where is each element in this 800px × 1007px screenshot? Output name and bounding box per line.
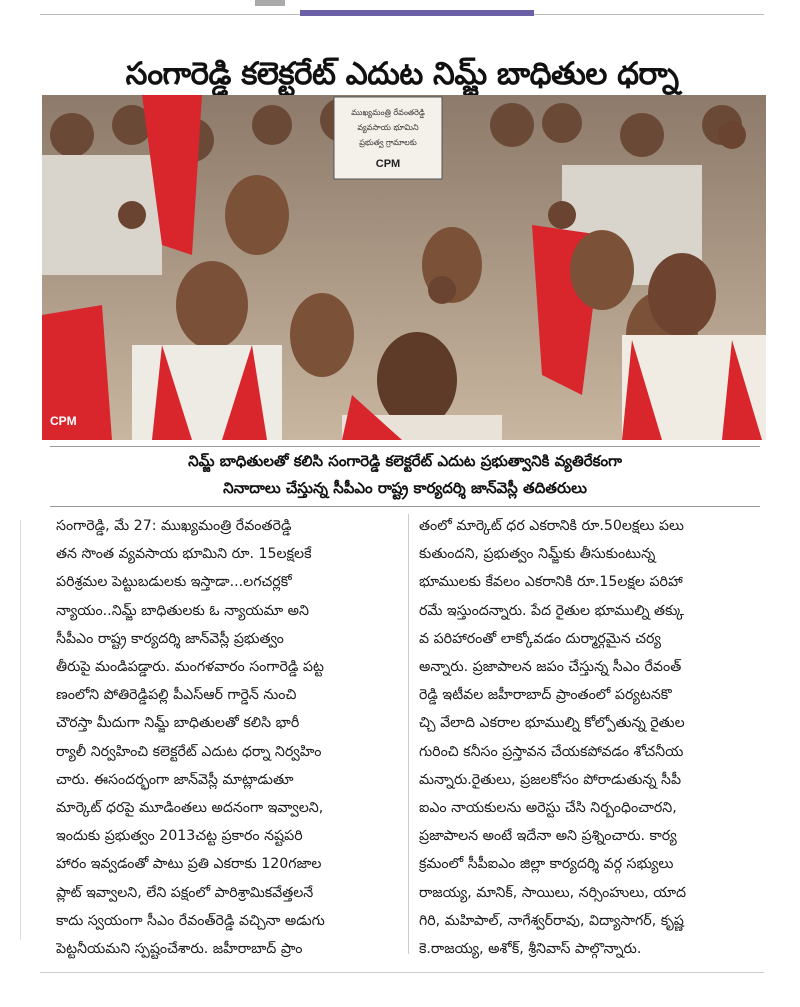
placard — [334, 97, 442, 179]
article-line: తీరుపై మండిపడ్డారు. మంగళవారం సంగారెడ్డి పట్ట — [56, 659, 324, 676]
article-line: ఐఎం నాయకులను అరెస్టు చేసి నిర్బంధించారని, — [419, 800, 677, 817]
bottom-rule — [40, 972, 764, 973]
caption-line-2: నినాదాలు చేస్తున్న సీపీఎం రాష్ట్ర కార్యదర్శి జాన్‌వెస్లీ తదితరులు — [223, 479, 587, 497]
article-line: కె.రాజయ్య, అశోక్, శ్రీనివాస్ పాల్గొన్నారు. — [419, 941, 642, 958]
article-line: రమే ఇస్తుందన్నారు. పేద రైతుల భూముల్ని తక్కు — [419, 602, 685, 619]
headline: సంగారెడ్డి కలెక్టరేట్ ఎదుట నిమ్జ్ బాధితుల ధర్నా — [125, 56, 679, 93]
article-line: చారు. ఈసందర్భంగా జాన్‌వెస్లీ మాట్లాడుతూ — [56, 771, 294, 788]
article-line: కుతుందని, ప్రభుత్వం నిమ్జ్‌కు తీసుకుంటున్న — [419, 546, 656, 563]
article-line: సీపీఎం రాష్ట్ర కార్యదర్శి జాన్‌వెస్లీ ప్రభుత్వం — [56, 630, 284, 647]
article-line: గురించి కనీసం ప్రస్తావన చేయకపోవడం శోచనీయ — [419, 743, 684, 760]
caption-line-1: నిమ్జ్ బాధితులతో కలిసి సంగారెడ్డి కలెక్టరేట్ ఎదుట ప్రభుత్వానికి వ్యతిరేకంగా — [188, 452, 622, 470]
news-photo — [42, 95, 766, 440]
column-divider — [408, 514, 409, 954]
protest-scene — [42, 95, 766, 440]
article-line: మార్కెట్ ధరపై మూడింతలు అదనంగా ఇవ్వాలని, — [56, 800, 324, 817]
article-line: రాజయ్య, మానిక్, సాయిలు, నర్సింహులు, యాద — [419, 884, 687, 901]
article-column-right — [419, 512, 764, 982]
article-line: తన సొంత వ్యవసాయ భూమిని రూ. 15లక్షలకే — [56, 546, 312, 563]
article-column-left — [56, 512, 401, 982]
placard-line-2: వ్యవసాయ భూమిని — [357, 123, 419, 132]
top-rule — [0, 0, 800, 22]
article-line: మన్నారు.రైతులు, ప్రజలకోసం పోరాడుతున్న సీపీ — [419, 771, 682, 788]
photo-caption — [60, 448, 750, 508]
caption-top-rule — [50, 446, 760, 447]
article-line: అన్నారు. ప్రజాపాలన జపం చేస్తున్న సీఎం రేవంత్ — [419, 659, 682, 676]
article-line: చ్చి వేలాది ఎకరాల భూముల్ని కోల్పోతున్న రైతుల — [419, 715, 685, 732]
article-line: క్రమంలో సీపీఐఎం జిల్లా కార్యదర్శి వర్గ సభ్యులు — [419, 856, 674, 873]
article-line: తంలో మార్కెట్ ధర ఎకరానికి రూ.50లక్షలు పలు — [419, 518, 684, 534]
left-margin-rule — [20, 520, 21, 940]
article-line: గిరి, మహిపాల్, నాగేశ్వర్‌రావు, విద్యాసాగర్, కృష్ణ — [419, 912, 684, 929]
article-line: ర్యాలీ నిర్వహించి కలెక్టరేట్ ఎదుట ధర్నా నిర్వహిం — [56, 743, 322, 760]
masthead-edge — [255, 0, 285, 6]
article-line: హారం ఇవ్వడంతో పాటు ప్రతి ఎకరాకు 120గజాల — [56, 856, 322, 873]
article-line: భూములకు కేవలం ఎకరానికి రూ.15లక్షల పరిహా — [419, 574, 683, 591]
article-line: న్యాయం..నిమ్జ్ బాధితులకు ఓ న్యాయమా అని — [56, 602, 309, 619]
flag-label: CPM — [50, 414, 77, 428]
accent-bar — [300, 10, 534, 16]
article-line: చౌరస్తా మీదుగా నిమ్జ్ బాధితులతో కలిసి భారీ — [56, 715, 300, 732]
article-line: కాదు స్వయంగా సీఎం రేవంత్‌రెడ్డి వచ్చినా అడుగు — [56, 912, 325, 929]
article-body — [56, 512, 764, 982]
placard-line-4: CPM — [375, 158, 401, 170]
article-line: వ పరిహారంతో లాక్కోవడం దుర్మార్గమైన చర్య — [419, 630, 661, 647]
article-line: పరిశ్రమల పెట్టుబడులకు ఇస్తాడా...లగచర్లకో — [56, 574, 292, 591]
placard-line-3: ప్రభుత్వ గ్రామాలకు — [359, 138, 417, 147]
article-line: పెట్టనీయమని స్పష్టంచేశారు. జహీరాబాద్ ప్రాం — [56, 941, 303, 958]
placard-line-1: ముఖ్యమంత్రి రేవంతరెడ్డి — [351, 108, 425, 117]
article-line: సంగారెడ్డి, మే 27: ముఖ్యమంత్రి రేవంతరెడ్డి — [56, 518, 292, 534]
caption-bottom-rule — [50, 506, 760, 507]
article-line: ఇందుకు ప్రభుత్వం 2013చట్ట ప్రకారం నష్టపరి — [56, 828, 303, 845]
article-line: ప్రజాపాలన అంటే ఇదేనా అని ప్రశ్నించారు. కార్య — [419, 828, 677, 845]
article-line: ణంలోని పోతిరెడ్డిపల్లి పీఎస్ఆర్ గార్డెన్ నుంచి — [56, 687, 297, 704]
article-line: ప్లాట్ ఇవ్వాలని, లేని పక్షంలో పారిశ్రామికవేత్తలనే — [56, 884, 314, 901]
article-line: రెడ్డి ఇటీవల జహీరాబాద్ ప్రాంతంలో పర్యటనకొ — [419, 687, 672, 704]
